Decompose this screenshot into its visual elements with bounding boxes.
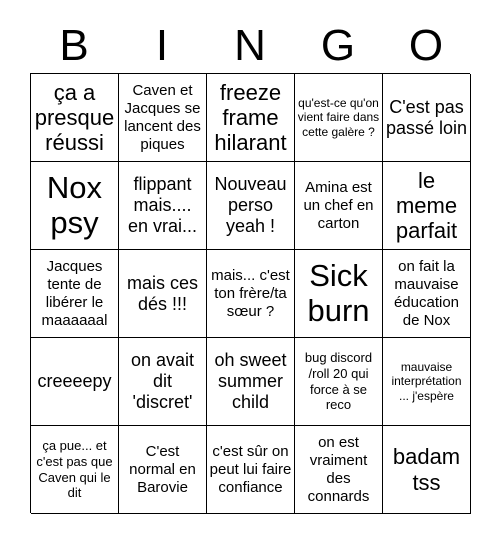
bingo-header — [30, 20, 470, 72]
bingo-cell-r4-c1[interactable]: creeeepy — [31, 338, 119, 426]
bingo-cell-r4-c5[interactable]: mauvaise interprétation ... j'espère — [383, 338, 471, 426]
bingo-cell-r5-c5[interactable]: badam tss — [383, 426, 471, 514]
bingo-cell-r2-c5[interactable]: le meme parfait — [383, 162, 471, 250]
bingo-cell-r5-c4[interactable]: on est vraiment des connards — [295, 426, 383, 514]
bingo-card-grid — [30, 73, 470, 513]
bingo-cell-r3-c2[interactable]: mais ces dés !!! — [119, 250, 207, 338]
bingo-cell-r4-c4[interactable]: bug discord /roll 20 qui force à se reco — [295, 338, 383, 426]
bingo-cell-r1-c2[interactable]: Caven et Jacques se lancent des piques — [119, 74, 207, 162]
bingo-cell-r3-c1[interactable]: Jacques tente de libérer le maaaaaal — [31, 250, 119, 338]
bingo-cell-r1-c4[interactable]: qu'est-ce qu'on vient faire dans cette galère ? — [295, 74, 383, 162]
header-letter-b: B — [59, 21, 89, 70]
bingo-cell-r5-c3[interactable]: c'est sûr on peut lui faire confiance — [207, 426, 295, 514]
bingo-cell-r3-c3[interactable]: mais... c'est ton frère/ta sœur ? — [207, 250, 295, 338]
header-letter-n: N — [234, 21, 266, 70]
header-letter-g: G — [320, 21, 356, 70]
bingo-cell-r2-c4[interactable]: Amina est un chef en carton — [295, 162, 383, 250]
bingo-cell-r1-c5[interactable]: C'est pas passé loin — [383, 74, 471, 162]
bingo-cell-r1-c3[interactable]: freeze frame hilarant — [207, 74, 295, 162]
bingo-cell-r4-c2[interactable]: on avait dit 'discret' — [119, 338, 207, 426]
bingo-cell-r2-c3[interactable]: Nouveau perso yeah ! — [207, 162, 295, 250]
bingo-cell-r4-c3[interactable]: oh sweet summer child — [207, 338, 295, 426]
bingo-cell-r5-c2[interactable]: C'est normal en Barovie — [119, 426, 207, 514]
bingo-cell-r3-c5[interactable]: on fait la mauvaise éducation de Nox — [383, 250, 471, 338]
header-letter-o: O — [408, 21, 444, 70]
bingo-cell-r2-c2[interactable]: flippant mais.... en vrai... — [119, 162, 207, 250]
bingo-cell-r2-c1[interactable]: Nox psy — [31, 162, 119, 250]
bingo-cell-r5-c1[interactable]: ça pue... et c'est pas que Caven qui le dit — [31, 426, 119, 514]
header-letter-i: I — [155, 21, 169, 70]
bingo-cell-r1-c1[interactable]: ça a presque réussi — [31, 74, 119, 162]
bingo-cell-r3-c4[interactable]: Sick burn — [295, 250, 383, 338]
